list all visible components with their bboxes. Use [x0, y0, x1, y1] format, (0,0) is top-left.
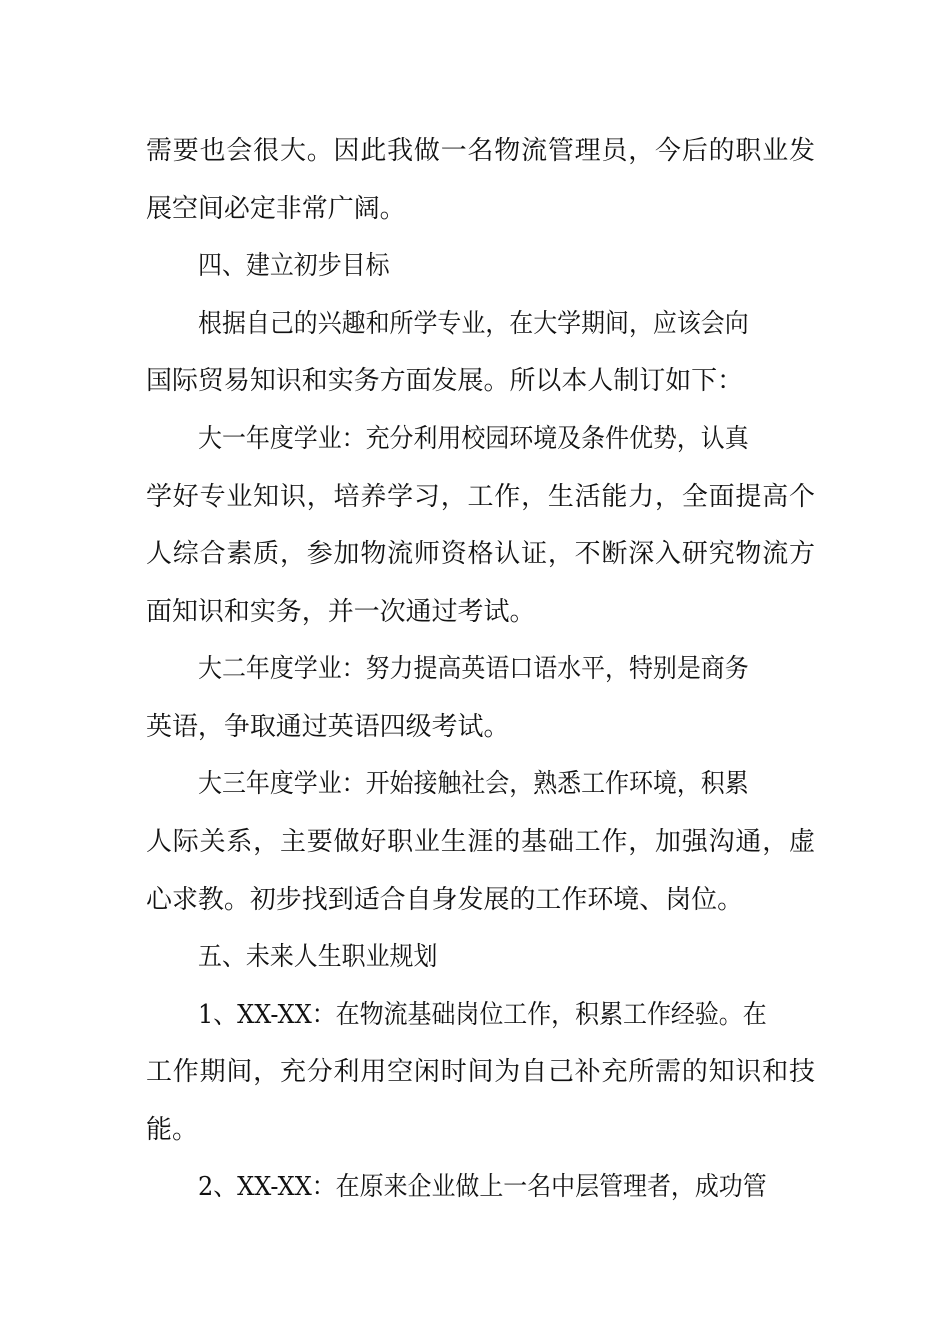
- body-text-line: 人综合素质，参加物流师资格认证，不断深入研究物流方: [146, 539, 815, 569]
- body-text-line: 2、XX-XX：在原来企业做上一名中层管理者，成功管: [198, 1172, 767, 1202]
- body-text-line: 工作期间，充分利用空闲时间为自己补充所需的知识和技: [146, 1057, 815, 1087]
- body-text-line: 人际关系，主要做好职业生涯的基础工作，加强沟通，虚: [146, 827, 815, 857]
- body-text-line: 面知识和实务，并一次通过考试。: [146, 597, 536, 627]
- body-text-line: 能。: [146, 1115, 198, 1145]
- body-text-line: 1、XX-XX：在物流基础岗位工作，积累工作经验。在: [198, 1000, 767, 1030]
- body-text-line: 需要也会很大。因此我做一名物流管理员，今后的职业发: [146, 136, 815, 166]
- body-text-line: 心求教。初步找到适合自身发展的工作环境、岗位。: [146, 885, 744, 915]
- body-text-line: 展空间必定非常广阔。: [146, 194, 406, 224]
- body-text-line: 英语，争取通过英语四级考试。: [146, 712, 510, 742]
- body-text-line: 大二年度学业：努力提高英语口语水平，特别是商务: [198, 654, 749, 684]
- body-text-line: 根据自己的兴趣和所学专业，在大学期间，应该会向: [198, 309, 749, 339]
- section-heading: 五、未来人生职业规划: [198, 942, 438, 972]
- body-text-line: 学好专业知识，培养学习，工作，生活能力，全面提高个: [146, 482, 815, 512]
- body-text-line: 国际贸易知识和实务方面发展。所以本人制订如下：: [146, 366, 744, 396]
- body-text-line: 大三年度学业：开始接触社会，熟悉工作环境，积累: [198, 769, 749, 799]
- body-text-line: 大一年度学业：充分利用校园环境及条件优势，认真: [198, 424, 749, 454]
- section-heading: 四、建立初步目标: [198, 251, 390, 281]
